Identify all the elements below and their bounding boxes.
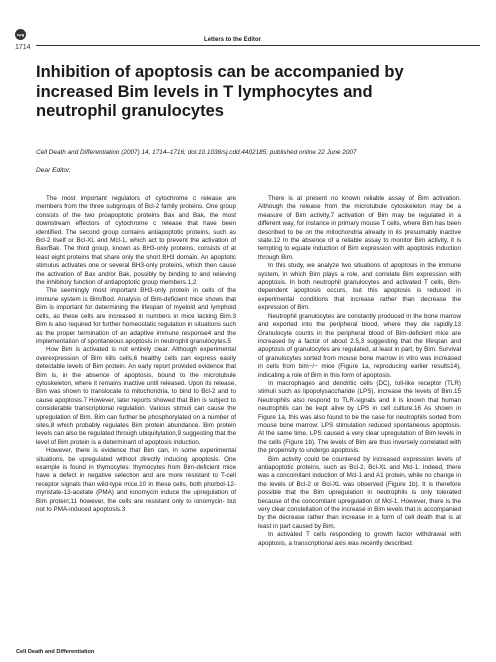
left-column [36, 195, 236, 514]
paragraph: The seemingly most important BH3-only protein in cells of the immune system is Bim/Bod. Analysis of Bim-deficient mice shows that Bim is important for determining the lifespan of myeloid and lymphoid cells, as these cells are increased in numbers in mice lacking Bim.3 Bim is also required for further homeostatic regulation in situations such as the proper termination of an adaptive immune response4 and the implementation of spontaneous apoptosis in neutrophil granulocytes.5 [36, 287, 236, 345]
paragraph: Neutrophil granulocytes are constantly produced in the bone marrow and exported into the peripheral blood, where they die rapidly.13 Granulocyte counts in the peripheral blood of Bim-deficient mice are increased by a factor of about 2.5,3 suggesting that the lifespan and apoptosis of granulocytes are regulated, at least in part, by Bim. Survival of granulocytes sorted from mouse bone marrow in vitro was increased in cells from bim−/− mice (Figure 1a, reproducing earlier results14), indicating a role of Bim in this form of apoptosis. [258, 312, 461, 379]
article-title: Inhibition of apoptosis can be accompanied by increased Bim levels in T lymphocytes and neutrophil granulocytes [36, 63, 404, 120]
paragraph: However, there is evidence that Bim can, in some experimental situations, be upregulated without directly inducing apoptosis. One example is found in thymocytes: thymocytes from Bim-deficient mice have a defect in negative selection and are more resistant to T-cell receptor signals than wild-type mice.10 In these cells, both phorbol-12-myristate-13-acetate (PMA) and ionomycin induce the upregulation of Bim protein;11 however, the cells are resistant only to ionomycin- but not to PMA-induced apoptosis.3 [36, 447, 236, 514]
section-heading: Letters to the Editor [204, 37, 262, 43]
journal-footer: Cell Death and Differentiation [16, 649, 95, 655]
header-rule [36, 45, 480, 46]
journal-logo: npg [15, 29, 26, 40]
paragraph: In activated T cells responding to growth factor withdrawal with apoptosis, a transcriptional axis was recently described: [258, 531, 461, 547]
article-citation: Cell Death and Differentiation (2007) 14, 1714–1716; doi:10.1038/sj.cdd.4402185; published online 22 June 2007 [36, 149, 357, 156]
paragraph: In macrophages and dendritic cells (DC), toll-like receptor (TLR) stimuli such as lipopolysaccharide (LPS), increase the levels of Bim.15 Neutrophils also respond to TLR-signals and it is known that human neutrophils can be kept alive by LPS in cell culture.16 As shown in Figure 1a, this was also found to be the case for neutrophils sorted from mouse bone marrow: LPS stimulation reduced spontaneous apoptosis. At the same time, LPS caused a very clear upregulation of Bim levels in the cells (Figure 1b). The levels of Bim are thus inversely correlated with the propensity to undergo apoptosis. [258, 379, 461, 455]
salutation: Dear Editor, [36, 167, 71, 174]
paragraph: The most important regulators of cytochrome c release are members from the three subgroups of Bcl-2 family proteins. One group consists of the two proapoptotic proteins Bax and Bak, the most downstream effectors of cytochrome c release that have been identified. The second group contains antiapoptotic proteins, such as Bcl-2 itself or Bcl-XL and Mcl-1, which act to prevent the activation of Bax/Bak. The third group, known as BH3-only proteins, consists of at least eight proteins that share only the short BH3 domain. An apoptotic stimulus activates one or several BH3-only proteins, which then cause the activation of Bax and/or Bak, possibly by binding to and relieving the inhibitory function of antiapoptotic group members.1,2 [36, 195, 236, 287]
page-number: 1714 [15, 44, 31, 51]
paragraph: How Bim is activated is not entirely clear. Although experimental overexpression of Bim kills cells,6 healthy cells can express easily detectable levels of Bim protein. An early report provided evidence that Bim is, in the absence of apoptosis, bound to the microtubule cytoskeleton, where it remains inactive until released. Upon its release, Bim was shown to translocate to mitochondria, to bind to Bcl-2 and to cause apoptosis.7 However, later reports showed that Bim is subject to considerable transcriptional regulation. Various stimuli can cause the upregulation of Bim. Bim can further be phosphorylated on a number of sites,8 which probably regulates Bim protein abundance. Bim protein levels can also be regulated through ubiquitylation,9 suggesting that the level of Bim protein is a determinant of apoptosis induction. [36, 346, 236, 446]
right-column [258, 195, 461, 548]
paragraph: In this study, we analyze two situations of apoptosis in the immune system, in which Bim plays a role, and correlate Bim expression with apoptosis. In both neutrophil granulocytes and activated T cells, Bim-dependent apoptosis occurs, but this apoptosis is reduced in experimental conditions that increase rather than decrease the expression of Bim. [258, 262, 461, 312]
paragraph: There is at present no known reliable assay of Bim activation. Although the release from the microtubule cytoskeleton may be a measure of Bim activity,7 activation of Bim may be regulated in a different way, for instance in primary mouse T cells, where Bim has been described to be on the mitochondria already in its presumably inactive state.12 In the absence of a reliable assay to monitor Bim activity, it is tempting to equate induction of Bim expression with apoptosis induction through Bim. [258, 195, 461, 261]
paragraph: Bim activity could be countered by increased expression levels of antiapoptotic proteins, such as Bcl-2, Bcl-XL and Mcl-1. Indeed, there was a concomitant induction of Mcl-1 and A1 protein, while no change in the levels of Bcl-2 or Bcl-XL was observed (Figure 1b). It is therefore possible that the Bim upregulation in neutrophils is only tolerated because of the concomitant upregulation of Mcl-1. However, there is the very clear constellation of the increase in Bim levels that is accompanied by the decrease rather than increase in a form of cell death that is at least in part caused by Bim. [258, 455, 461, 530]
